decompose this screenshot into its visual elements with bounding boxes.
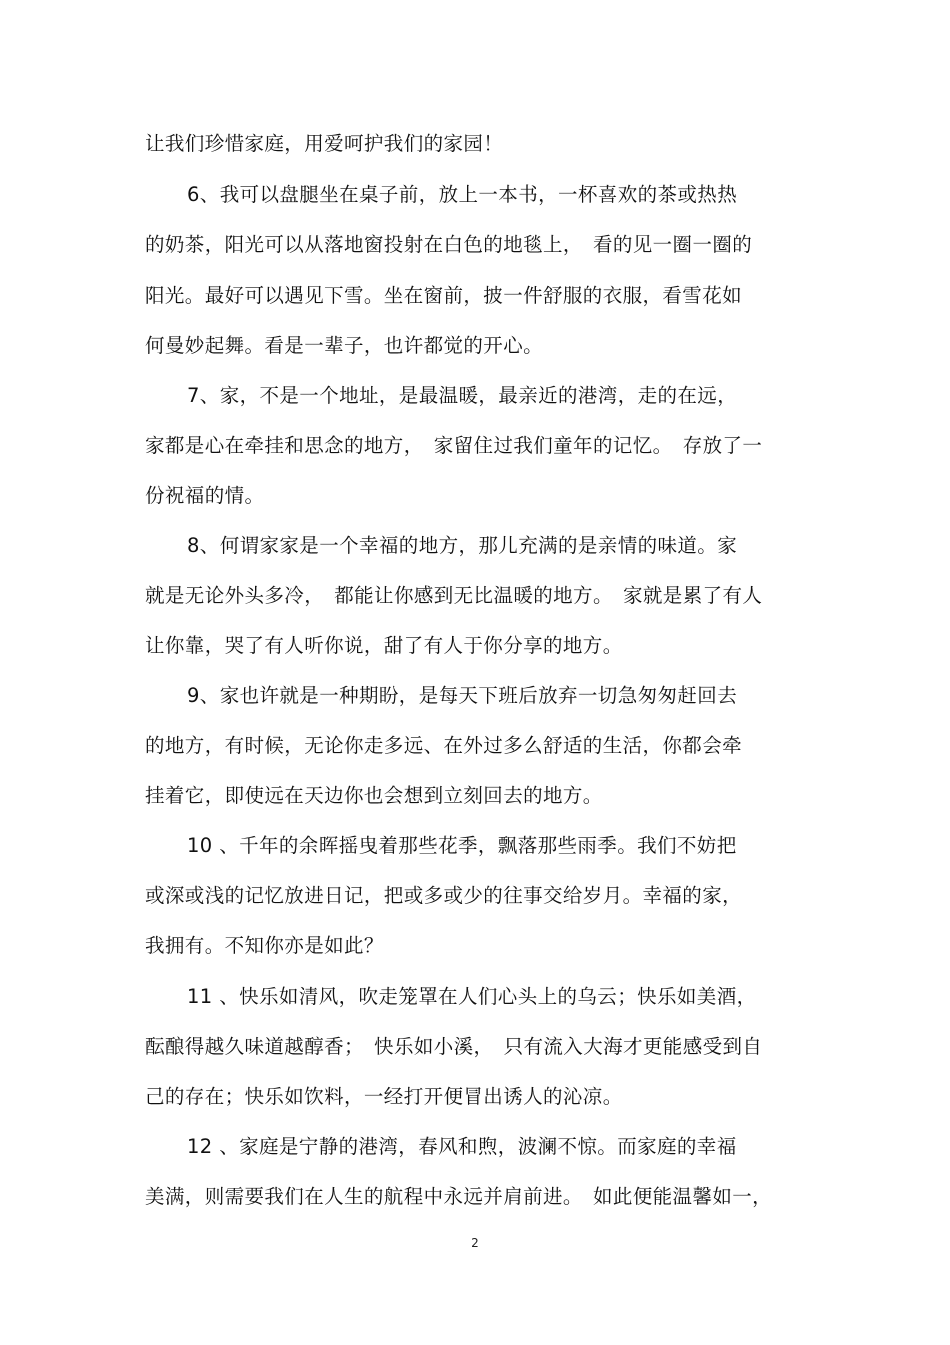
text-line: 让你靠，哭了有人听你说，甜了有人于你分享的地方。: [145, 634, 623, 657]
text-line: 何曼妙起舞。看是一辈子，也许都觉的开心。: [145, 334, 544, 357]
page-number: 2: [471, 1236, 479, 1250]
text-line: 我拥有。不知你亦是如此？: [145, 934, 384, 957]
text-line: 让我们珍惜家庭，用爱呵护我们的家园！: [145, 132, 504, 155]
text-line: 份祝福的情。: [145, 484, 265, 507]
paragraph-6-line: 6、我可以盘腿坐在桌子前，放上一本书，一杯喜欢的茶或热热: [187, 183, 738, 206]
text-line: 家都是心在牵挂和思念的地方， 家留住过我们童年的记忆。 存放了一: [145, 434, 763, 457]
paragraph-10-line: 10 、千年的余晖摇曳着那些花季，飘落那些雨季。我们不妨把: [187, 834, 737, 857]
text-line: 美满，则需要我们在人生的航程中永远并肩前进。 如此便能温馨如一，: [145, 1185, 773, 1208]
paragraph-8-line: 8、何谓家家是一个幸福的地方，那儿充满的是亲情的味道。家: [187, 534, 738, 557]
text-line: 就是无论外头多冷， 都能让你感到无比温暖的地方。 家就是累了有人: [145, 584, 763, 607]
text-line: 己的存在；快乐如饮料，一经打开便冒出诱人的沁凉。: [145, 1085, 623, 1108]
paragraph-9-line: 9、家也许就是一种期盼，是每天下班后放弃一切急匆匆赶回去: [187, 684, 738, 707]
text-line: 的地方，有时候，无论你走多远、在外过多么舒适的生活，你都会牵: [145, 734, 743, 757]
paragraph-7-line: 7、家，不是一个地址，是最温暖，最亲近的港湾，走的在远，: [187, 384, 738, 407]
text-line: 的奶茶，阳光可以从落地窗投射在白色的地毯上， 看的见一圈一圈的: [145, 233, 753, 256]
text-line: 阳光。最好可以遇见下雪。坐在窗前，披一件舒服的衣服，看雪花如: [145, 284, 743, 307]
text-line: 挂着它，即使远在天边你也会想到立刻回去的地方。: [145, 784, 603, 807]
paragraph-11-line: 11 、快乐如清风，吹走笼罩在人们心头上的乌云；快乐如美酒，: [187, 985, 757, 1008]
paragraph-12-line: 12 、家庭是宁静的港湾，春风和煦，波澜不惊。而家庭的幸福: [187, 1135, 737, 1158]
text-line: 或深或浅的记忆放进日记，把或多或少的往事交给岁月。幸福的家，: [145, 884, 743, 907]
text-line: 酝酿得越久味道越醇香； 快乐如小溪， 只有流入大海才更能感受到自: [145, 1035, 763, 1058]
